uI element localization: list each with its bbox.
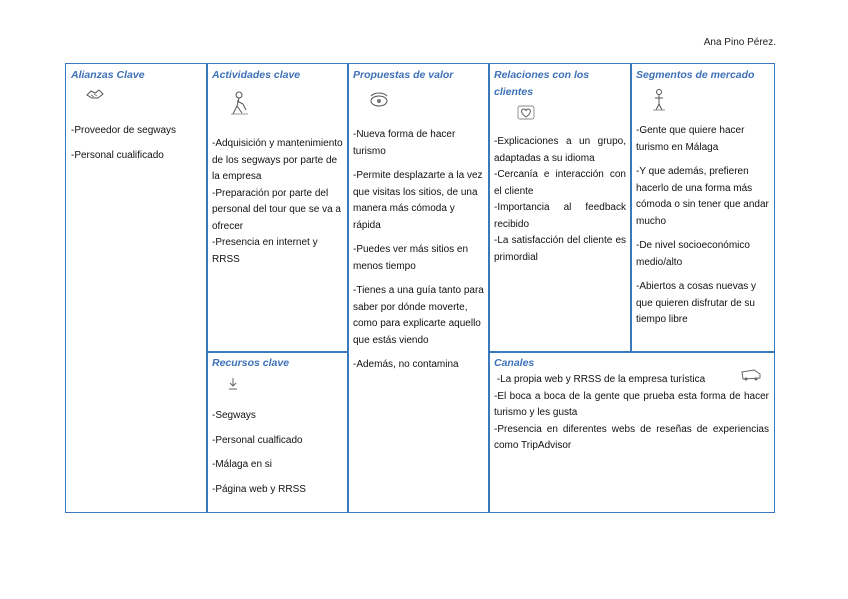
key-resources-block <box>206 351 349 513</box>
customer-segments-item: -Abiertos a cosas nuevas y que quieren disfrutar de su tiempo libre <box>636 281 757 325</box>
truck-icon <box>740 368 762 387</box>
key-activities-item: -Presencia en internet y RRSS <box>212 237 318 265</box>
person-icon <box>652 88 769 117</box>
key-partners-item: -Proveedor de segways <box>71 125 177 136</box>
customer-segments-block <box>630 63 775 353</box>
key-activities-item: -Preparación por parte del personal del tour que se va a ofrecer <box>212 187 341 232</box>
channels-item: -El boca a boca de la gente que prueba esta forma de hacer turismo y les gusta <box>494 390 769 418</box>
value-propositions-block <box>347 63 490 513</box>
value-propositions-item: -Tienes a una guía tanto para saber por dónde moverte, como para explicarte aquello que estás viendo <box>353 285 484 346</box>
customer-relationships-item: -Importancia al feedback recibido <box>494 202 626 230</box>
value-propositions-item: -Nueva forma de hacer turismo <box>353 129 456 157</box>
key-activities-title: Actividades clave <box>212 69 301 81</box>
value-propositions-item: -Puedes ver más sitios en menos tiempo <box>353 244 469 272</box>
key-resources-item: -Página web y RRSS <box>212 483 306 495</box>
channels-item: -Presencia en diferentes webs de reseñas de experiencias como TripAdvisor <box>494 423 769 451</box>
key-resources-item: -Segways <box>212 410 256 421</box>
customer-segments-item: -Gente que quiere hacer turismo en Málaga <box>636 125 745 153</box>
resources-icon <box>226 377 343 396</box>
key-activities-block <box>206 63 349 353</box>
value-propositions-item: -Además, no contamina <box>353 359 459 370</box>
gift-icon <box>367 90 484 113</box>
customer-relationships-item: -Explicaciones a un grupo, adaptadas a su idioma <box>494 136 626 164</box>
author-name: Ana Pino Pérez. <box>703 37 776 48</box>
customer-relationships-item: -Cercanía e interacción con el cliente <box>494 169 626 197</box>
channels-item: -La propia web y RRSS de la empresa turística <box>494 374 706 385</box>
customer-relationships-title: Relaciones con los clientes <box>494 69 590 98</box>
business-model-canvas <box>65 63 775 513</box>
customer-segments-item: -Y que además, prefieren hacerlo de una forma más cómoda o sin tener que andar mucho <box>636 166 769 227</box>
key-partners-block <box>65 63 208 513</box>
key-activities-item: -Adquisición y mantenimiento de los segways por parte de la empresa <box>212 138 343 182</box>
heart-icon <box>516 105 626 126</box>
key-partners-title: Alianzas Clave <box>71 69 145 81</box>
value-propositions-title: Propuestas de valor <box>353 69 454 81</box>
handshake-icon <box>85 87 202 106</box>
channels-title: Canales <box>494 357 535 369</box>
customer-relationships-item: -La satisfacción del cliente es primordial <box>494 235 626 263</box>
worker-icon <box>228 90 343 121</box>
channels-block <box>488 351 775 513</box>
key-partners-item: -Personal cualificado <box>71 149 164 161</box>
key-resources-title: Recursos clave <box>212 357 290 369</box>
customer-segments-title: Segmentos de mercado <box>636 69 755 81</box>
key-resources-item: -Personal cualficado <box>212 434 303 446</box>
customer-segments-item: -De nivel socioeconómico medio/alto <box>636 240 750 268</box>
value-propositions-item: -Permite desplazarte a la vez que visitas los sitios, de una manera más cómoda y rápida <box>353 170 483 231</box>
key-resources-item: -Málaga en si <box>212 459 273 470</box>
customer-relationships-block <box>488 63 632 353</box>
